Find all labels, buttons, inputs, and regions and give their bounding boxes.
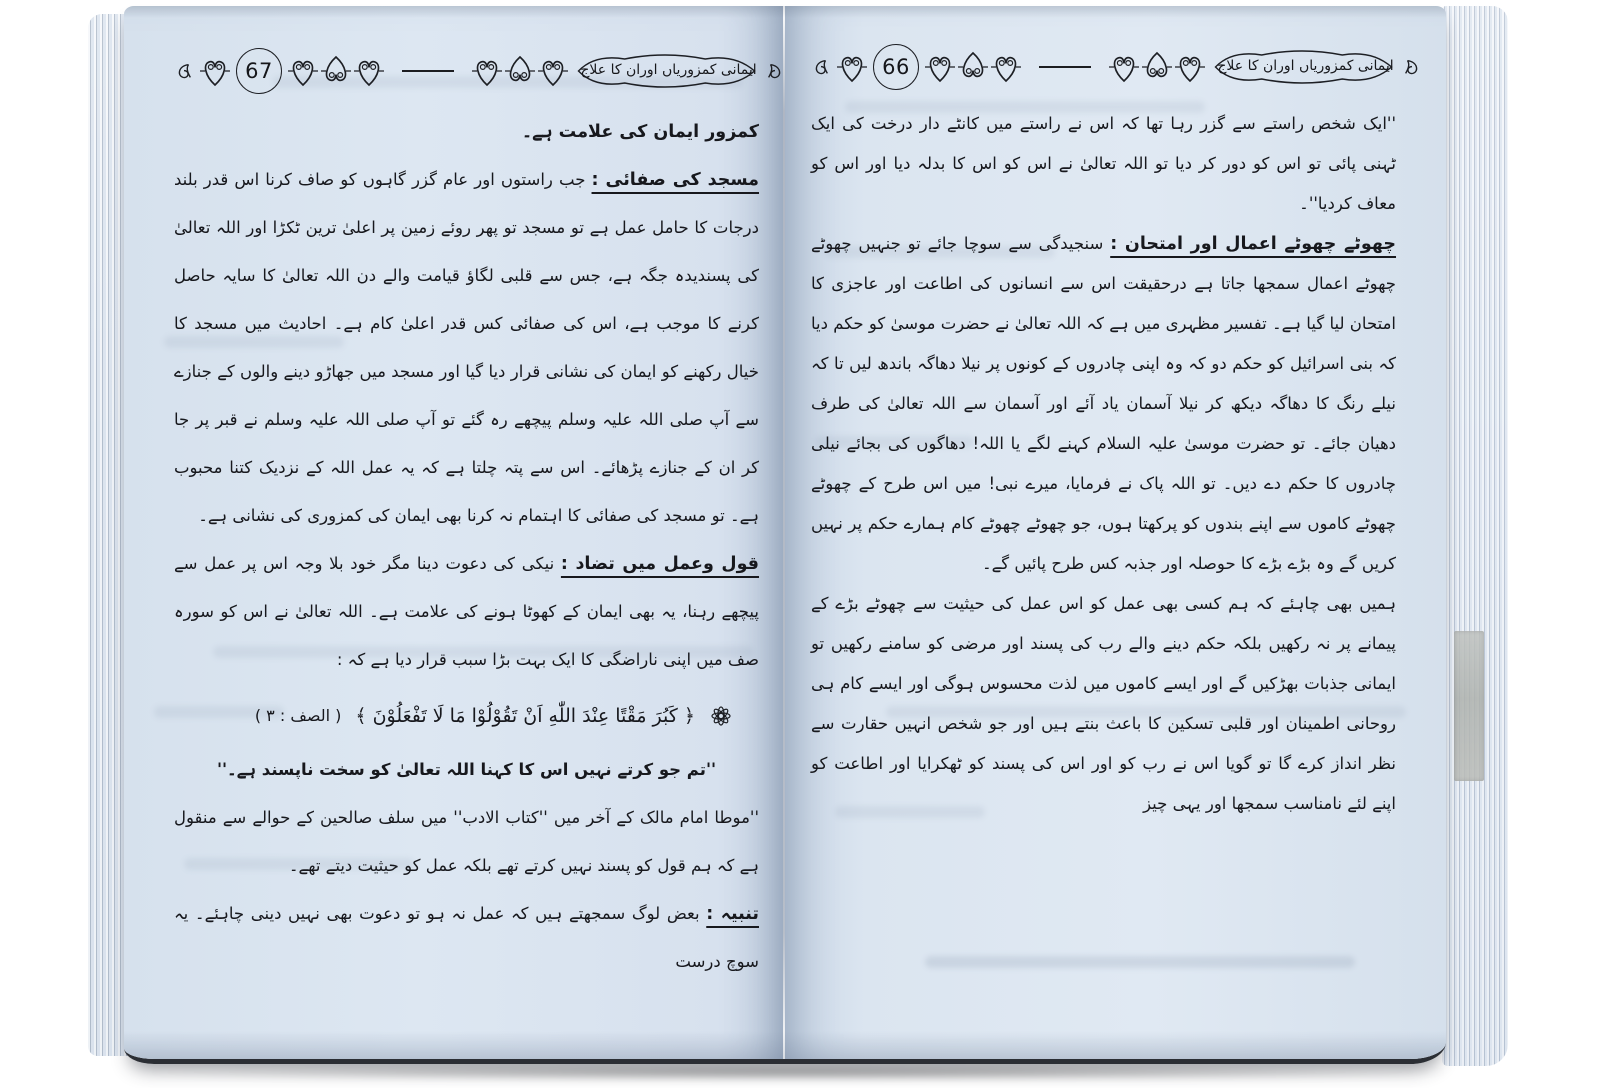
verse-arabic: ﴿ کَبُرَ مَقْتًا عِنْدَ اللّٰهِ اَنْ تَقُوْلُوْا مَا لَا تَفْعَلُوْنَ ﴾ <box>355 705 695 727</box>
page-spread <box>124 6 1446 1064</box>
section-heading: مسجد کی صفائی : <box>591 170 760 190</box>
page-number-badge <box>236 48 282 94</box>
section-text: نیکی کی دعوت دینا مگر خود بلا وجہ اس پر عمل سے پیچھے رہنا، یہ بھی ایمان کے کھوٹا ہونے کی علامت ہے۔ اللہ تعالیٰ نے اس کو سورہ صف میں اپنی ناراضگی کا ایک بہت بڑا سبب قرار دیا ہے کہ : <box>174 554 759 669</box>
quran-verse-line <box>174 692 733 740</box>
scroll-curl-icon <box>174 59 194 83</box>
section-masjid-cleanliness <box>174 156 759 540</box>
scroll-curl-icon <box>765 59 783 83</box>
section-text: جب راستوں اور عام گزر گاہوں کو صاف کرنا اس قدر بلند درجات کا حامل عمل ہے تو مسجد تو پھر روئے زمین پر اعلیٰ ترین ٹکڑا اور اللہ تعالیٰ کی پسندیدہ جگہ ہے، جس سے قلبی لگاؤ قیامت والے دن اللہ تعالیٰ کا سایہ حاصل کرنے کا موجب ہے، اس کی صفائی کس قدر اعلیٰ کام ہے۔ احادیث میں مسجد کا خیال رکھنے کو ایمان کی نشانی قرار دیا گیا اور مسجد میں جھاڑو دینے والوں کے جنازے سے آپ صلی اللہ علیہ وسلم پیچھے رہ گئے تو آپ صلی اللہ علیہ وسلم نے قبر پر جا کر ان کے جنازے پڑھائے۔ اس سے پتہ چلتا ہے کہ یہ عمل اللہ کے نزدیک کتنا محبوب ہے۔ تو مسجد کی صفائی کا اہتمام نہ کرنا بھی ایمان کی کمزوری کی نشانی ہے۔ <box>174 170 759 525</box>
title-cartouche <box>1211 46 1396 88</box>
floral-ornament-chain-icon <box>288 51 384 91</box>
page-left-body <box>174 108 759 986</box>
header-divider-dash <box>402 70 454 72</box>
floral-ornament-icon <box>200 51 230 91</box>
hadith-quote: ''ایک شخص راستے سے گزر رہا تھا کہ اس نے راستے میں کانٹے دار درخت کی ایک ٹہنی پائی تو اس کو دور کر دیا تو اللہ تعالیٰ نے اس کو اس کا بدلہ دیا اور اس کو معاف کردیا''۔ <box>811 114 1396 213</box>
carryover-line: کمزور ایمان کی علامت ہے۔ <box>521 122 759 142</box>
note-heading: تنبیہ : <box>706 904 759 924</box>
flower-rosette-icon <box>709 704 733 728</box>
verse-translation: ''تم جو کرتے نہیں اس کا کہنا اللہ تعالیٰ کو سخت ناپسند ہے۔'' <box>216 760 717 779</box>
note-paragraph <box>174 890 759 986</box>
open-book <box>88 4 1508 1076</box>
section-heading: قول وعمل میں تضاد : <box>560 554 760 574</box>
scroll-curl-icon <box>1402 55 1422 79</box>
section-word-deed-contradiction <box>174 540 759 684</box>
section-text: سنجیدگی سے سوچا جائے تو جنہیں چھوٹے چھوٹے اعمال سمجھا جاتا ہے درحقیقت اس سے انسانوں کی اطاعت اور عاجزی کا امتحان لیا گیا ہے۔ تفسیر مظہری میں ہے کہ اللہ تعالیٰ نے حضرت موسیٰ کو حکم دیا کہ بنی اسرائیل کو حکم دو کہ وہ اپنی چادروں کے کونوں پر نیلا دھاگہ باندھ لیں تا کہ نیلے رنگ کا دھاگہ دیکھ کر نیلا آسمان یاد آئے اور آسمان سے اللہ تعالیٰ کی طرف دھیان جائے۔ تو حضرت موسیٰ علیہ السلام کہنے لگے یا اللہ! دھاگوں کی بجائے نیلی چادروں کا حکم دے دیں۔ تو اللہ پاک نے فرمایا، میرے نبی! میں اس طرح کے چھوٹے چھوٹے کاموں سے اپنے بندوں کو پرکھتا ہوں، جو چھوٹے چھوٹے کام ہمارے حکم پر نہیں کریں گے وہ بڑے بڑے کا حوصلہ اور جذبہ کس طرح پائیں گے۔ <box>811 234 1396 573</box>
page-number: 67 <box>245 59 273 83</box>
floral-ornament-chain-icon <box>472 51 568 91</box>
section-small-deeds <box>811 224 1396 584</box>
page-right-body <box>811 104 1396 824</box>
page-number: 66 <box>882 55 910 79</box>
ghost-showthrough <box>925 956 1355 968</box>
muwatta-paragraph: ''موطا امام مالک کے آخر میں ''کتاب الادب'' میں سلف صالحین کے حوالے سے منقول ہے کہ ہم قول کو پسند نہیں کرتے تھے بلکہ عمل کو حیثیت دیتے تھے۔ <box>174 808 759 875</box>
floral-ornament-chain-icon <box>1109 47 1205 87</box>
floral-ornament-icon <box>837 47 867 87</box>
section-heading: چھوٹے چھوٹے اعمال اور امتحان : <box>1110 234 1397 254</box>
page-right <box>785 6 1446 1059</box>
title-cartouche <box>574 50 759 92</box>
right-page-stack-edge <box>1442 6 1508 1066</box>
closing-paragraph: ہمیں بھی چاہئے کہ ہم کسی بھی عمل کو اس عمل کی حیثیت سے چھوٹے بڑے کے پیمانے پر نہ رکھیں بلکہ حکم دینے والے رب کی پسند اور مرضی کو سامنے رکھیں تو ایمانی جذبات بھڑکیں گے اور ایسے کاموں میں لذت محسوس ہوگی اور ایسے کام ہی روحانی اطمینان اور قلبی تسکین کا باعث بنتے ہیں اور جو شخص انہیں حقارت سے نظر انداز کرے گا تو گویا اس نے رب کو اور اس کی پسند کو ٹھکرایا اور اطاعت کو اپنے لئے نامناسب سمجھا اور یہی چیز <box>811 594 1396 813</box>
book-header-title: ایمانی کمزوریاں اوران کا علاج <box>1217 57 1394 74</box>
page-left <box>124 6 783 1059</box>
verse-reference: ( الصف : ۳ ) <box>254 706 342 725</box>
book-header-title: ایمانی کمزوریاں اوران کا علاج <box>580 61 757 78</box>
floral-ornament-chain-icon <box>925 47 1021 87</box>
note-text: بعض لوگ سمجھتے ہیں کہ عمل نہ ہو تو دعوت بھی نہیں دینی چاہئے۔ یہ سوچ درست <box>174 904 759 971</box>
page-header-right <box>811 42 1396 92</box>
tape-strip <box>1454 631 1484 781</box>
page-header-left <box>174 46 759 96</box>
page-number-badge <box>873 44 919 90</box>
header-divider-dash <box>1039 66 1091 68</box>
scroll-curl-icon <box>811 55 831 79</box>
